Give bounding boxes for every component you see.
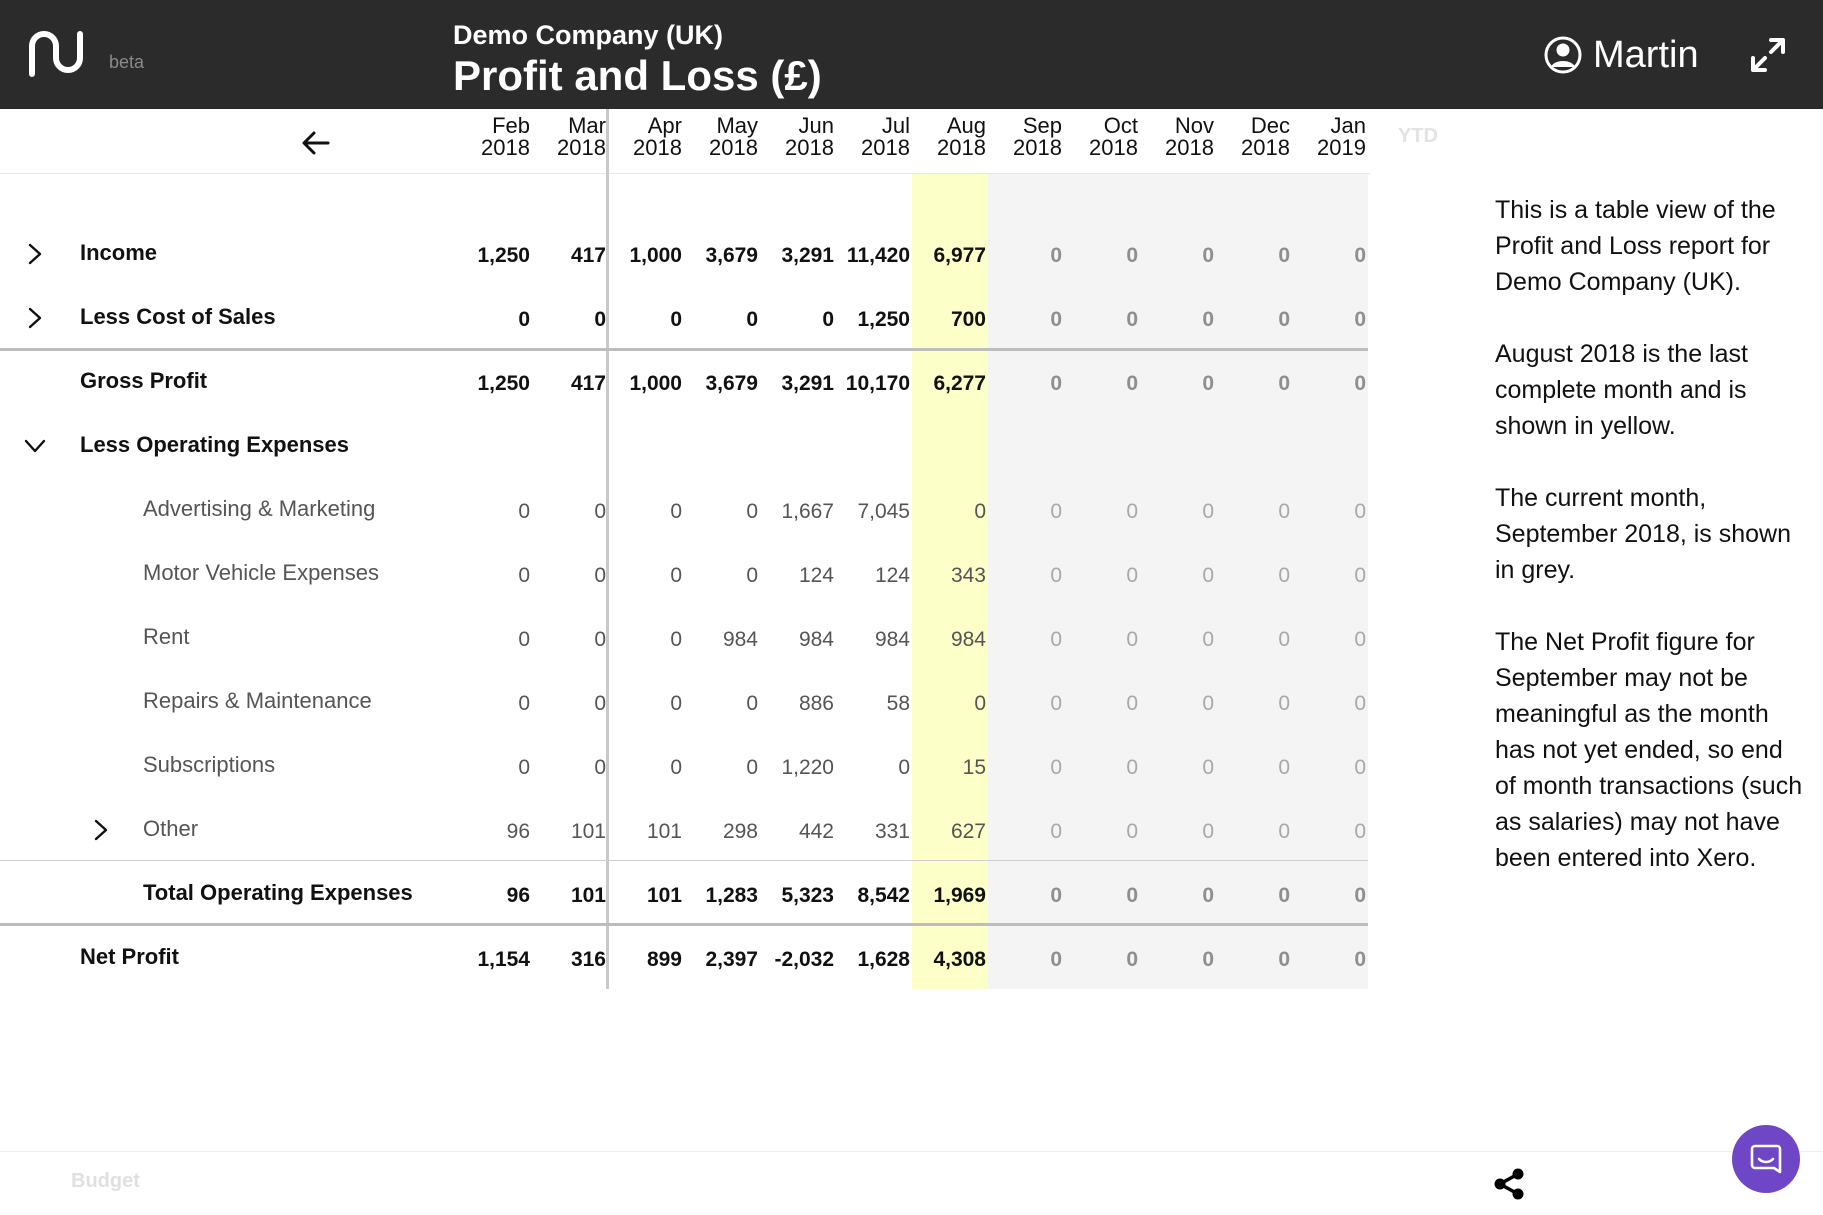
cell-value: 0 [1050,308,1062,331]
cell-value: 442 [798,820,834,843]
cell-value: 1,000 [629,372,682,395]
expand-icon[interactable] [1749,36,1787,74]
cell-value: 0 [1278,564,1290,587]
cell-value: 0 [1126,564,1138,587]
cell-value: 0 [1354,948,1366,971]
table-row [0,734,1368,798]
row-label: Motor Vehicle Expenses [143,560,380,585]
cell-value: 0 [1278,692,1290,715]
cell-value: 0 [1202,244,1214,267]
cell-value: 0 [1202,820,1214,843]
cell-value: 0 [1050,884,1062,907]
month-header [910,115,986,159]
cell-value: 0 [746,564,758,587]
cell-value: 101 [570,820,606,843]
cell-value: 984 [950,628,986,651]
cell-value: 0 [1050,564,1062,587]
cell-value: 886 [798,692,834,715]
cell-value: 0 [1354,820,1366,843]
cell-value: 1,969 [933,884,986,907]
ytd-column-header[interactable]: YTD [1398,125,1438,147]
page-title: Profit and Loss (£) [453,52,822,99]
cell-value: 0 [1050,692,1062,715]
cell-value: 0 [518,500,530,523]
table-row [0,926,1368,990]
cell-value: 1,628 [857,948,910,971]
table-row[interactable] [0,286,1368,350]
cell-value: 0 [1354,692,1366,715]
cell-value: 0 [518,564,530,587]
month-year: 2018 [633,135,682,160]
cell-value: 0 [1278,244,1290,267]
table-row [0,862,1368,926]
user-menu[interactable] [1543,32,1699,78]
cell-value: 124 [874,564,910,587]
cell-value: 0 [1278,308,1290,331]
month-year: 2019 [1317,135,1366,160]
cell-value: 0 [746,756,758,779]
cell-value: 0 [1202,564,1214,587]
cell-value: 0 [594,308,606,331]
cell-value: 0 [1202,948,1214,971]
row-label: Repairs & Maintenance [143,688,372,713]
table-row [0,478,1368,542]
cell-value: 58 [886,692,910,715]
month-header-row [0,109,1438,174]
month-name: Jul [881,113,910,138]
month-name: Nov [1174,113,1214,138]
cell-value: 0 [594,692,606,715]
month-name: Mar [568,113,606,138]
month-name: Oct [1103,113,1138,138]
cell-value: 0 [670,308,682,331]
cell-value: 0 [670,692,682,715]
month-header [834,115,910,159]
month-name: Sep [1022,113,1062,138]
cell-value: 3,291 [781,244,834,267]
cell-value: 0 [1354,756,1366,779]
row-label: Less Operating Expenses [80,432,349,457]
month-header [1138,115,1214,159]
cell-value: 1,250 [477,372,530,395]
month-header [454,115,530,159]
month-header [1062,115,1138,159]
cell-value: 984 [874,628,910,651]
cell-value: 0 [1202,308,1214,331]
cell-value: 0 [1126,756,1138,779]
cell-value: 984 [722,628,758,651]
table-row [0,670,1368,734]
cell-value: 8,542 [857,884,910,907]
cell-value: 0 [1050,628,1062,651]
cell-value: 0 [1126,948,1138,971]
cell-value: 0 [670,564,682,587]
cell-value: 0 [1354,628,1366,651]
table-row[interactable] [0,798,1368,862]
cell-value: 0 [1126,820,1138,843]
cell-value: 0 [1202,756,1214,779]
month-year: 2018 [709,135,758,160]
cell-value: 331 [874,820,910,843]
row-label: Advertising & Marketing [143,496,376,521]
cell-value: 0 [1354,244,1366,267]
cell-value: 0 [594,756,606,779]
cell-value: 0 [974,500,986,523]
cell-value: 0 [1202,692,1214,715]
row-divider [0,923,1368,926]
month-year: 2018 [481,135,530,160]
cell-value: 11,420 [846,244,910,267]
cell-value: 0 [1050,756,1062,779]
cell-value: 2,397 [705,948,758,971]
cell-value: 0 [1202,884,1214,907]
table-row[interactable] [0,414,1368,478]
cell-value: 0 [518,308,530,331]
month-name: Jun [798,113,834,138]
month-name: Aug [946,113,986,138]
cell-value: 0 [670,500,682,523]
cell-value: 101 [646,884,682,907]
cell-value: 7,045 [857,500,910,523]
table-row[interactable] [0,222,1368,286]
cell-value: 1,283 [705,884,758,907]
cell-value: 1,220 [781,756,834,779]
month-name: Feb [492,113,530,138]
chevron-right-icon[interactable] [24,243,46,265]
cell-value: 0 [594,564,606,587]
cell-value: 0 [1278,884,1290,907]
row-label: Less Cost of Sales [80,304,276,329]
cell-value: 10,170 [845,372,910,395]
budget-toggle[interactable]: Budget [71,1170,140,1192]
month-year: 2018 [1241,135,1290,160]
cell-value: 0 [1202,500,1214,523]
month-name: Apr [647,113,682,138]
cell-value: 0 [1354,372,1366,395]
cell-value: 96 [506,820,530,843]
cell-value: 6,977 [933,244,986,267]
report-description [1495,192,1805,912]
cell-value: 6,277 [933,372,986,395]
cell-value: 0 [1202,628,1214,651]
cell-value: 0 [1126,372,1138,395]
month-year: 2018 [1165,135,1214,160]
cell-value: 0 [1278,500,1290,523]
cell-value: 0 [670,756,682,779]
row-label: Gross Profit [80,368,208,393]
cell-value: 0 [974,692,986,715]
month-header [606,115,682,159]
cell-value: 0 [822,308,834,331]
cell-value: 0 [1278,372,1290,395]
cell-value: 0 [1278,820,1290,843]
row-label: Subscriptions [143,752,276,777]
table-row [0,606,1368,670]
cell-value: 0 [518,628,530,651]
cell-value: 316 [570,948,606,971]
cell-value: 0 [594,628,606,651]
cell-value: 627 [950,820,986,843]
cell-value: 101 [570,884,606,907]
footer-divider [0,1151,1823,1152]
back-arrow-icon[interactable] [300,127,332,159]
cell-value: 4,308 [933,948,986,971]
cell-value: 0 [898,756,910,779]
chevron-right-icon[interactable] [24,307,46,329]
cell-value: 0 [1050,948,1062,971]
month-year: 2018 [1089,135,1138,160]
cell-value: 0 [1354,500,1366,523]
month-header [682,115,758,159]
cell-value: 343 [950,564,986,587]
chat-launcher-button[interactable] [1732,1125,1800,1193]
month-year: 2018 [861,135,910,160]
cell-value: 96 [506,884,530,907]
cell-value: 417 [570,244,606,267]
beta-label: beta [109,52,145,72]
month-year: 2018 [937,135,986,160]
cell-value: 0 [746,692,758,715]
month-header [1214,115,1290,159]
month-year: 2018 [1013,135,1062,160]
app-header [0,0,1823,109]
month-year: 2018 [557,135,606,160]
cell-value: 899 [646,948,682,971]
cell-value: 700 [950,308,986,331]
cell-value: 3,679 [705,244,758,267]
month-header [530,115,606,159]
month-year: 2018 [785,135,834,160]
cell-value: 0 [518,692,530,715]
cell-value: 0 [746,500,758,523]
cell-value: 0 [1126,308,1138,331]
note-paragraph: August 2018 is the last complete month and is shown in yellow. [1495,340,1748,440]
cell-value: 3,291 [781,372,834,395]
cell-value: 0 [1126,884,1138,907]
cell-value: 1,250 [477,244,530,267]
cell-value: 0 [518,756,530,779]
user-avatar-icon [1543,35,1583,75]
cell-value: 984 [798,628,834,651]
cell-value: 0 [1354,884,1366,907]
month-name: May [716,113,758,138]
cell-value: 0 [1126,692,1138,715]
cell-value: 1,154 [477,948,530,971]
cell-value: 1,667 [781,500,834,523]
cell-value: 0 [1278,948,1290,971]
cell-value: 298 [722,820,758,843]
note-paragraph: The Net Profit figure for September may not be meaningful as the month has not yet ended, so end of month transactions (such as salaries) may not have been entered into Xero. [1495,628,1803,872]
cell-value: 0 [1126,244,1138,267]
row-label: Rent [143,624,190,649]
cell-value: 0 [1050,820,1062,843]
company-name: Demo Company (UK) [453,20,724,50]
row-divider [0,348,1368,351]
cell-value: 1,250 [857,308,910,331]
cell-value: 0 [1050,500,1062,523]
row-divider [0,860,1368,861]
month-name: Dec [1250,113,1290,138]
cell-value: 0 [1278,756,1290,779]
cell-value: 124 [798,564,834,587]
nu-logo-icon[interactable] [28,30,84,78]
row-label: Total Operating Expenses [143,880,413,905]
cell-value: 0 [1202,372,1214,395]
row-label: Net Profit [80,944,179,969]
table-row [0,350,1368,414]
month-header [1290,115,1366,159]
cell-value: 0 [1126,628,1138,651]
chat-icon [1749,1142,1783,1176]
cell-value: 0 [594,500,606,523]
table-row [0,542,1368,606]
user-name: Martin [1593,33,1699,76]
month-header [986,115,1062,159]
cell-value: -2,032 [774,948,834,971]
cell-value: 0 [1050,372,1062,395]
cell-value: 5,323 [781,884,834,907]
cell-value: 0 [746,308,758,331]
cell-value: 0 [1278,628,1290,651]
cell-value: 0 [1354,564,1366,587]
cell-value: 1,000 [629,244,682,267]
note-paragraph: The current month, September 2018, is shown in grey. [1495,484,1792,584]
cell-value: 0 [1354,308,1366,331]
cell-value: 101 [646,820,682,843]
cell-value: 417 [570,372,606,395]
cell-value: 3,679 [705,372,758,395]
month-header [758,115,834,159]
row-label: Other [143,816,199,841]
chevron-down-icon[interactable] [24,435,46,457]
month-name: Jan [1330,113,1366,138]
cell-value: 0 [670,628,682,651]
row-label: Income [80,240,158,265]
note-paragraph: This is a table view of the Profit and Loss report for Demo Company (UK). [1495,196,1776,296]
share-icon[interactable] [1492,1167,1526,1201]
cell-value: 0 [1050,244,1062,267]
cell-value: 15 [962,756,986,779]
cell-value: 0 [1126,500,1138,523]
chevron-right-icon[interactable] [90,819,112,841]
